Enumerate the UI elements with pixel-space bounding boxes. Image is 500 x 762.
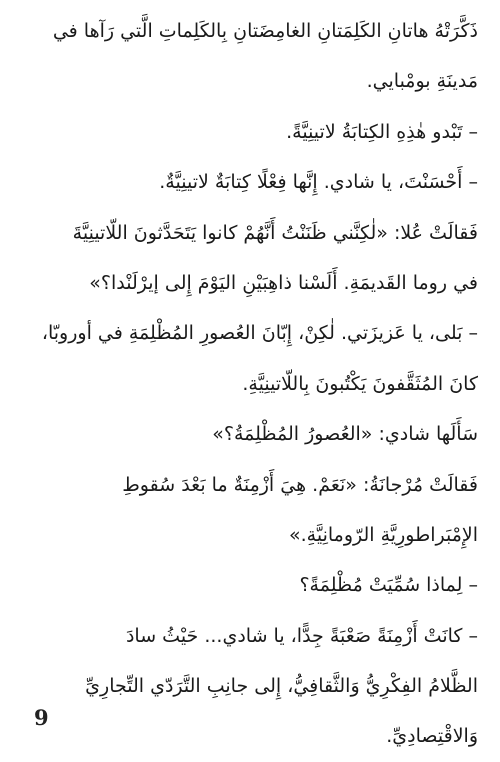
text-line: – كانَتْ أَزْمِنَةً صَعْبَةً جِدًّا، يا شادي... حَيْثُ سادَ [125, 624, 478, 647]
text-line: – أَحْسَنْتَ، يا شادي. إِنَّها فِعْلًا كِتابَةٌ لاتينِيَّةٌ. [159, 171, 478, 194]
text-line: ذَكَّرَتْهُ هاتانِ الكَلِمَتانِ الغامِضَتانِ بِالكَلِماتِ الَّتي رَآها في [52, 20, 478, 42]
text-line: وَالاقْتِصادِيِّ. [386, 725, 478, 748]
text-line: – لِماذا سُمِّيَتْ مُظْلِمَةً؟ [299, 574, 478, 597]
text-line: مَدينَةِ بومْبايي. [366, 70, 478, 93]
text-line: الظَّلامُ الفِكْرِيُّ وَالثَّقافِيُّ، إِلى جانِبِ التَّرَدّي التِّجارِيِّ [85, 675, 478, 698]
text-line: فَقالَتْ مُرْجانَةُ: «نَعَمْ. هِيَ أَزْمِنَةٌ ما بَعْدَ سُقوطِ [122, 473, 478, 496]
text-line: سَأَلَها شادي: «العُصورُ المُظْلِمَةُ؟» [212, 423, 478, 446]
text-line: – تَبْدو هٰذِهِ الكِتابَةُ لاتينِيَّةً. [286, 120, 478, 143]
page-number: 9 [34, 705, 49, 730]
text-line: الإِمْبَراطورِيَّةِ الرّومانِيَّةِ.» [289, 523, 478, 546]
text-line: كانَ المُثَقَّفونَ يَكْتُبونَ بِاللّاتينِيَّةِ. [242, 372, 478, 395]
text-line: – بَلى، يا عَزيزَتي. لٰكِنْ، إِبّانَ العُصورِ المُظْلِمَةِ في أوروبّا، [41, 322, 478, 345]
story-text [22, 6, 478, 762]
text-line: فَقالَتْ عُلا: «لٰكِنَّني ظَنَنْتُ أَنَّهُمْ كانوا يَتَحَدَّثونَ اللّاتينِيَّةَ [72, 221, 478, 244]
text-line: في روما القَديمَةِ. أَلَسْنا ذاهِبَيْنِ اليَوْمَ إِلى إيرْلَنْدا؟» [89, 271, 478, 294]
